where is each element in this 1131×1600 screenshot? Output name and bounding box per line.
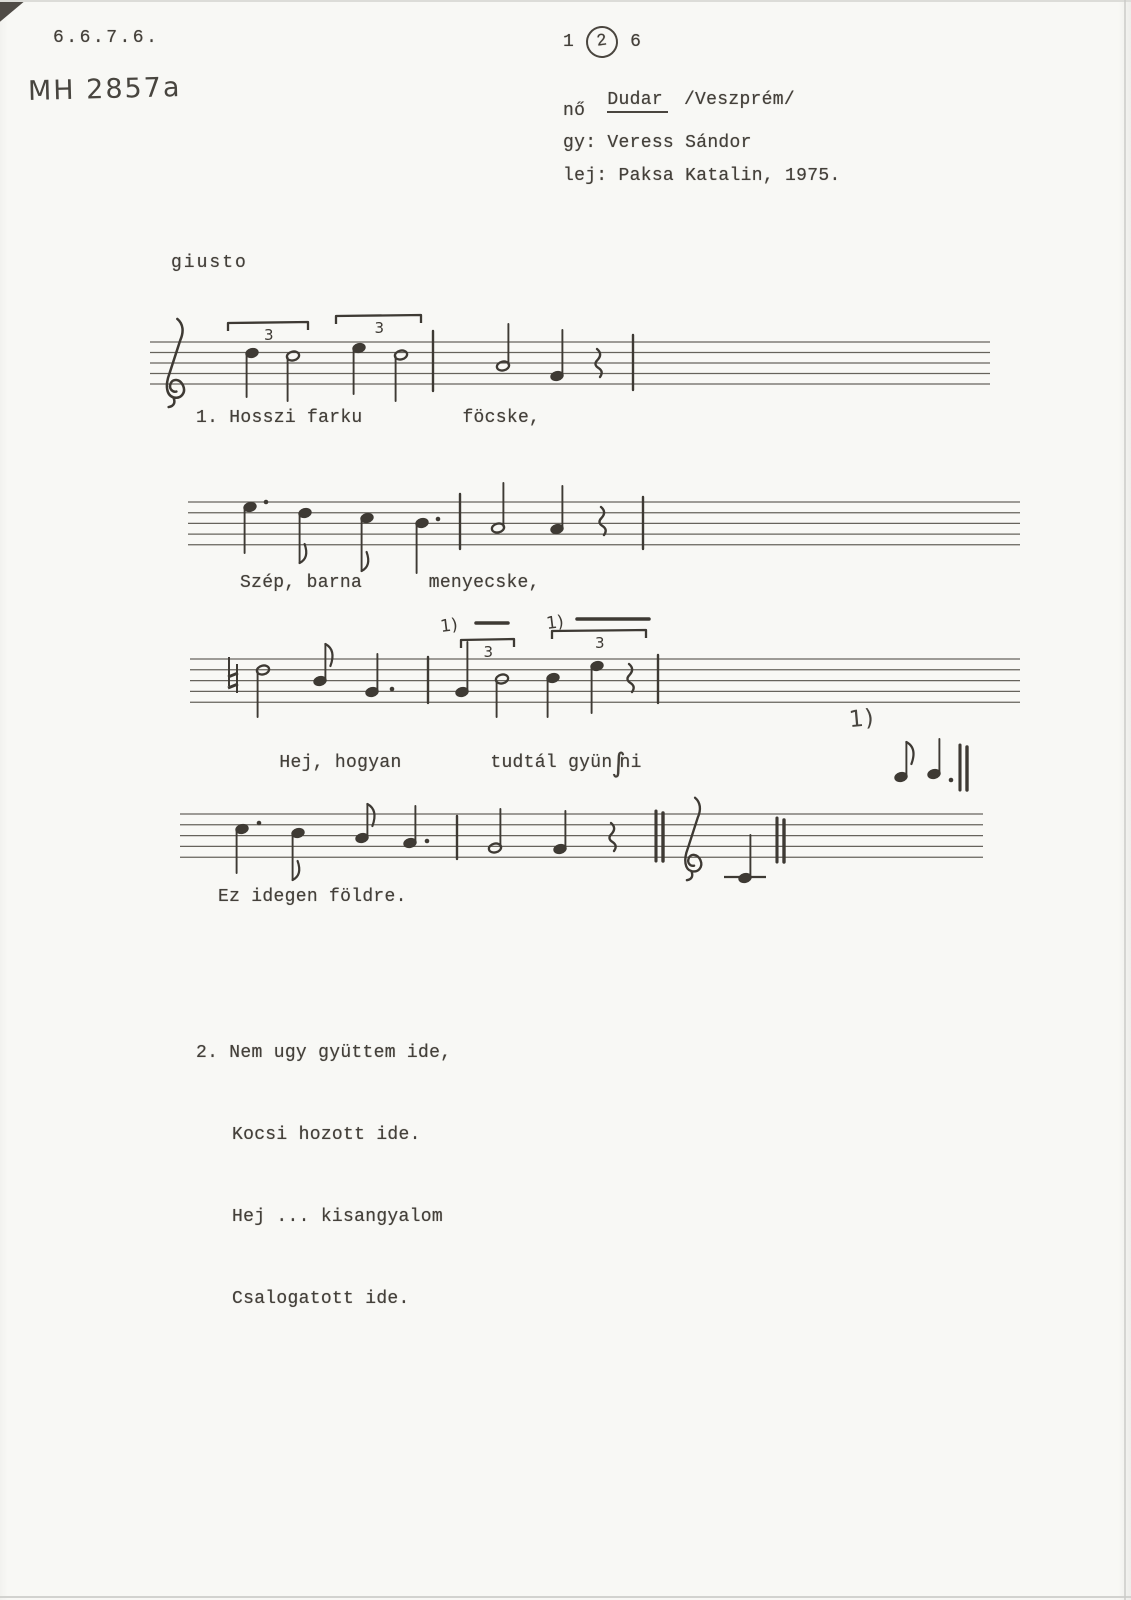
archive-number-handwritten: MH 2857a [27,71,182,108]
verse-2-block [196,993,451,1369]
footnote-marker: 1) [847,704,876,734]
lyric-line-3-end: ni [619,753,642,773]
tuplet-number: 3 [264,326,274,344]
insertion-bracket-mark: ∫ [611,748,626,779]
circled-number: 2 [584,24,620,60]
eighth-flag [362,552,369,571]
augmentation-dot [436,517,441,522]
tuplet-number: 3 [595,634,605,652]
meter-numbers: 6.6.7.6. [53,28,160,48]
verse2-line: Csalogatott ide. [232,1289,410,1309]
performer-label: nő [563,101,586,121]
melody-number-left: 1 [563,32,575,52]
tuplet-number: 3 [374,319,385,337]
eighth-flag [906,742,913,764]
lyric-line-3 [235,727,642,802]
transcriber-line: lej: Paksa Katalin, 1975. [563,166,841,186]
augmentation-dot [264,500,269,505]
collector-line: gy: Veress Sándor [563,133,752,153]
quarter-rest [599,507,605,535]
county-name: /Veszprém/ [683,90,795,110]
eighth-flag [300,544,307,563]
lyric-line-1: 1. Hosszi farku föcske, [196,408,541,428]
tempo-marking: giusto [171,253,248,273]
quarter-rest [627,664,633,692]
augmentation-dot [390,687,395,692]
eighth-flag [367,804,374,826]
melody-number-right: 6 [630,32,642,52]
augmentation-dot [425,839,430,844]
place-name: Dudar [607,90,668,113]
augmentation-dot [949,778,954,783]
footnote-reference: 1) [439,614,459,637]
verse2-line: 2. Nem ugy gyüttem ide, [196,1043,452,1063]
treble-clef [685,798,701,880]
eighth-flag [293,861,300,880]
lyric-line-2: Szép, barna menyecske, [240,573,540,593]
lyric-line-3-text: Hej, hogyan tudtál gyün [279,753,613,773]
augmentation-dot [257,821,262,826]
lyric-line-4: Ez idegen földre. [218,887,407,907]
verse2-line: Hej ... kisangyalom [232,1207,443,1227]
tuplet-number: 3 [483,643,494,661]
eighth-flag [325,644,332,666]
footnote-reference: 1) [545,611,565,634]
verse2-line: Kocsi hozott ide. [232,1125,421,1145]
